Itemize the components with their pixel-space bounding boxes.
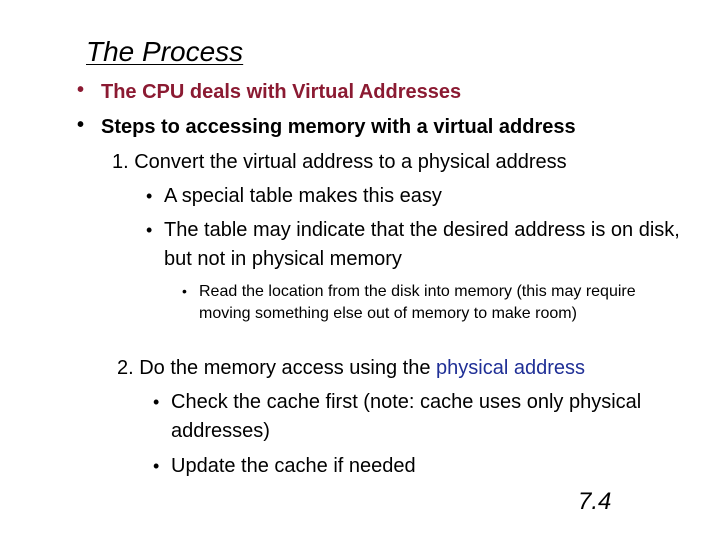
bullet-icon: • — [77, 79, 85, 101]
bullet-icon: • — [153, 456, 160, 476]
step-2-label — [117, 356, 585, 380]
bullet-icon: • — [153, 392, 160, 412]
bullet-text: Update the cache if needed — [171, 455, 416, 477]
bullet-text: Steps to accessing memory with a virtual address — [101, 116, 576, 138]
step-2-label-highlight: physical address — [436, 357, 586, 379]
bullet-icon: • — [146, 186, 153, 206]
bullet-icon: • — [77, 114, 85, 136]
slide-title: The Process — [86, 36, 244, 67]
bullet-icon: • — [182, 283, 187, 299]
bullet-text: The CPU deals with Virtual Addresses — [101, 81, 462, 103]
bullet-text: Check the cache first (note: cache uses only physical addresses) — [171, 391, 642, 442]
bullet-text: Read the location from the disk into memory (this may require moving something else out of memory to make room) — [199, 283, 636, 322]
step-2-label-prefix: 2. Do the memory access using the — [117, 357, 437, 379]
bullet-text: The table may indicate that the desired address is on disk, but not in physical memory — [164, 219, 680, 270]
step-1-label: 1. Convert the virtual address to a physical address — [112, 151, 567, 173]
bullet-icon: • — [146, 220, 153, 240]
bullet-text: A special table makes this easy — [164, 185, 442, 207]
page-number: 7.4 — [578, 488, 612, 515]
